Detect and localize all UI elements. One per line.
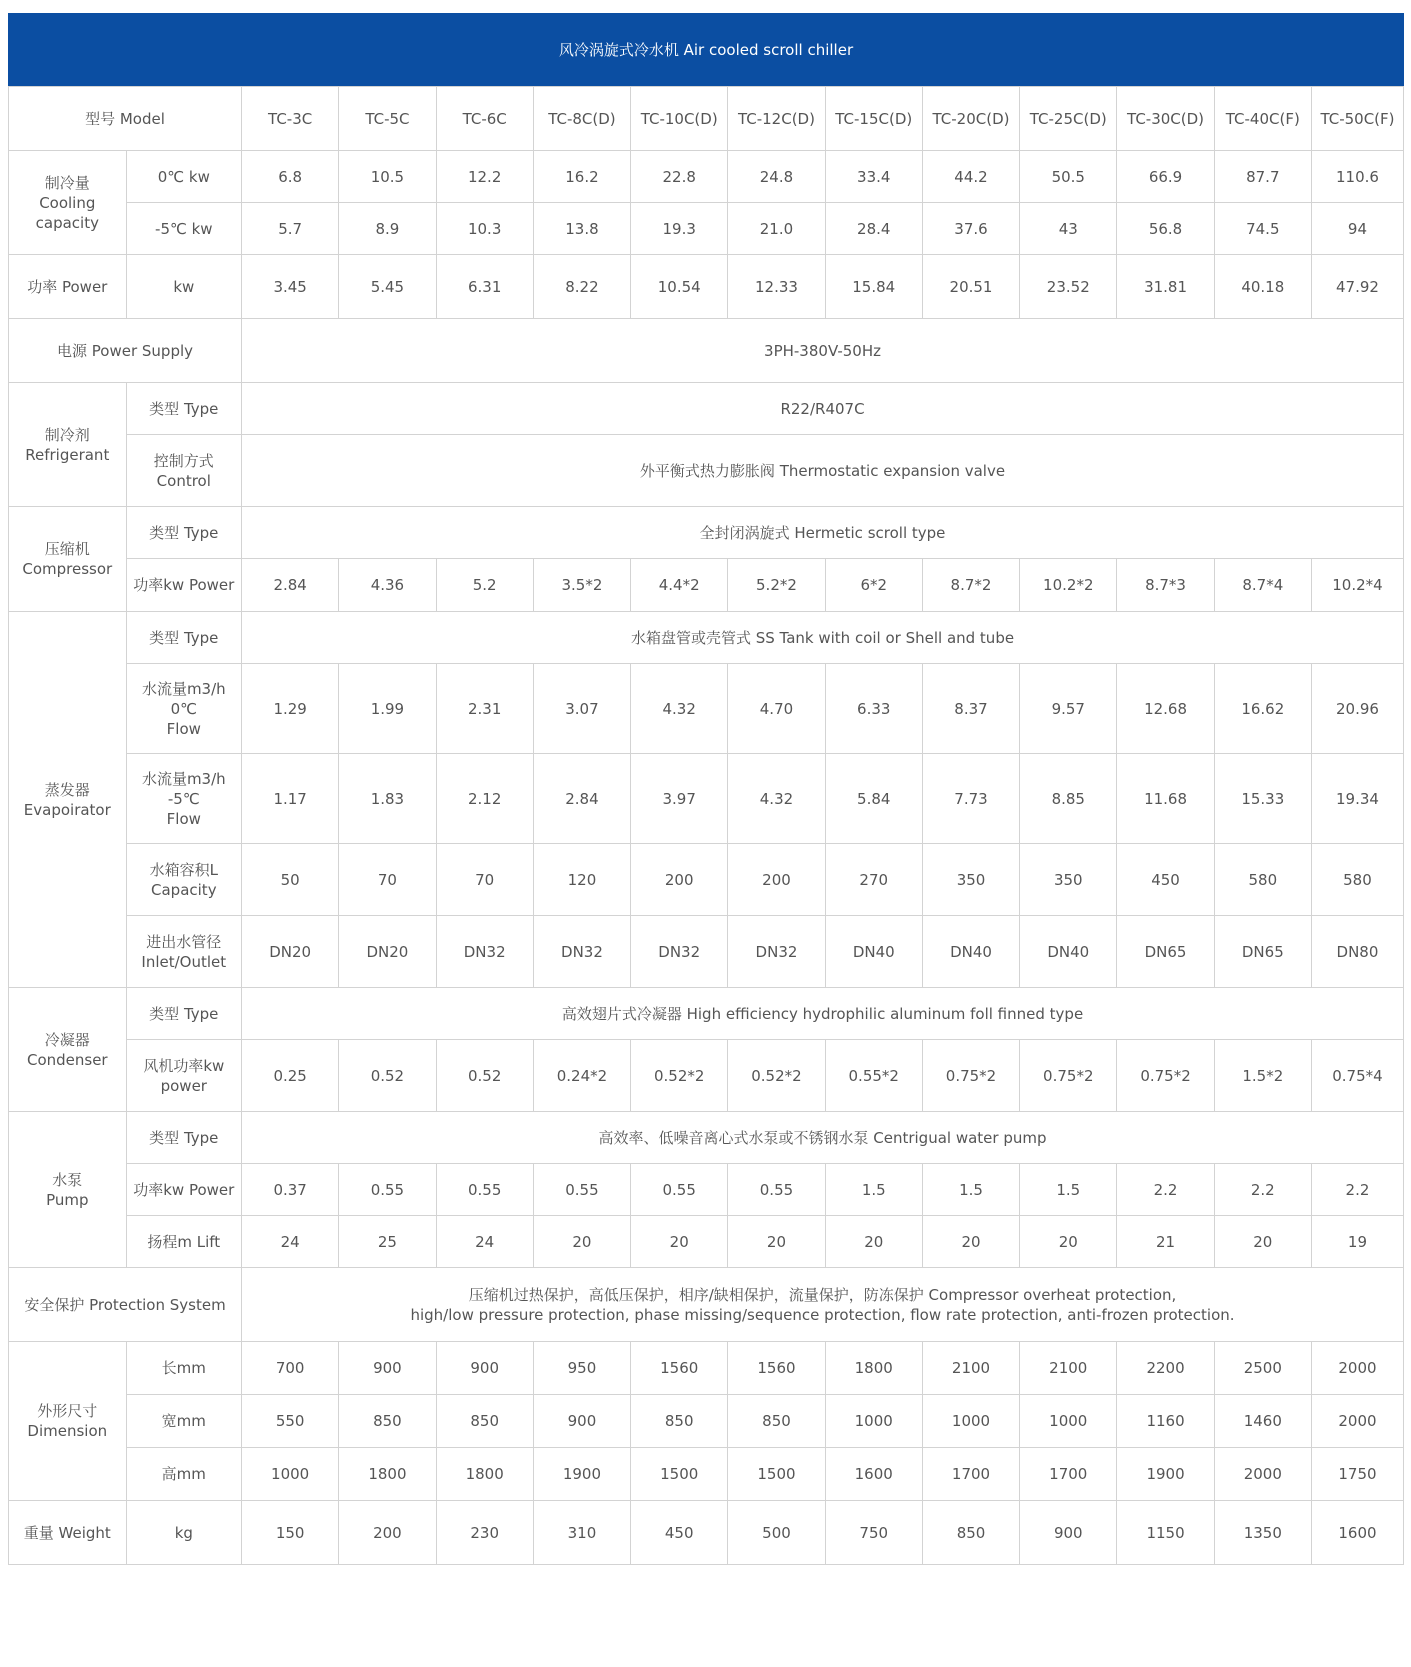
refrigerant-group-label-line: 制冷剂 (44, 425, 90, 444)
condenser-fan-cell: 0.75*2 (1117, 1040, 1214, 1112)
pump-group-label-line: Pump (46, 1190, 89, 1209)
evaporator-sub-label-line: Flow (166, 719, 201, 738)
evaporator-sub-label-line: Capacity (151, 880, 217, 899)
compressor-power-cell: 2.84 (242, 559, 339, 612)
protection-row (9, 1268, 1404, 1342)
evaporator-sub-label-line: 0℃ (170, 699, 197, 718)
evaporator-sub-label (126, 844, 241, 916)
evaporator-group-label-line: 蒸发器 (44, 780, 90, 799)
condenser-group-label-line: Condenser (26, 1050, 108, 1069)
evaporator-cell: 1.99 (339, 664, 436, 754)
evaporator-cell: 50 (242, 844, 339, 916)
dimension-sub-label: 高mm (126, 1448, 241, 1501)
compressor-group-label-line: 压缩机 (44, 540, 90, 558)
evaporator-cell: DN80 (1311, 916, 1403, 988)
pump-group-label (9, 1112, 127, 1268)
weight-cell: 310 (533, 1501, 630, 1565)
pump-power-cell: 0.37 (242, 1164, 339, 1216)
evaporator-cell: 19.34 (1311, 754, 1403, 844)
pump-type-label: 类型 Type (126, 1112, 241, 1164)
weight-label: 重量 Weight (9, 1501, 127, 1565)
pump-power-cell: 0.55 (728, 1164, 825, 1216)
refrigerant-group-label-line: Refrigerant (25, 445, 110, 464)
evaporator-type-label: 类型 Type (126, 612, 241, 664)
cooling-cell: 110.6 (1311, 151, 1403, 203)
evaporator-cell: 11.68 (1117, 754, 1214, 844)
evaporator-cell: 1.29 (242, 664, 339, 754)
condenser-fan-cell: 0.55*2 (825, 1040, 922, 1112)
evaporator-type-row (9, 612, 1404, 664)
refrigerant-type-label: 类型 Type (126, 383, 241, 435)
evaporator-cell: DN40 (1020, 916, 1117, 988)
evaporator-cell: 15.33 (1214, 754, 1311, 844)
dimension-sub-label: 长mm (126, 1342, 241, 1395)
dimension-cell: 1800 (339, 1448, 436, 1501)
evaporator-group-label (9, 612, 127, 988)
evaporator-cell: 450 (1117, 844, 1214, 916)
dimension-cell: 1500 (728, 1448, 825, 1501)
dimension-cell: 2000 (1311, 1342, 1403, 1395)
evaporator-cell: 7.73 (922, 754, 1019, 844)
condenser-fan-cell: 0.25 (242, 1040, 339, 1112)
pump-lift-cell: 20 (728, 1216, 825, 1268)
power-cell: 10.54 (631, 255, 728, 319)
power-supply-row (9, 319, 1404, 383)
power-cell: 40.18 (1214, 255, 1311, 319)
cooling-cell: 87.7 (1214, 151, 1311, 203)
dimension-cell: 1000 (242, 1448, 339, 1501)
power-supply-label: 电源 Power Supply (9, 319, 242, 383)
compressor-power-cell: 3.5*2 (533, 559, 630, 612)
dimension-row-1 (9, 1395, 1404, 1448)
weight-unit: kg (126, 1501, 241, 1565)
weight-cell: 1600 (1311, 1501, 1403, 1565)
power-cell: 8.22 (533, 255, 630, 319)
model-cell: TC-6C (436, 87, 533, 151)
condenser-group-label (9, 988, 127, 1112)
cooling-cell: 12.2 (436, 151, 533, 203)
dimension-cell: 850 (339, 1395, 436, 1448)
weight-cell: 450 (631, 1501, 728, 1565)
evaporator-sub-label-line: Flow (166, 809, 201, 828)
condenser-fan-label-line: 风机功率kw (143, 1056, 225, 1075)
evaporator-cell: DN65 (1117, 916, 1214, 988)
condenser-fan-cell: 0.52*2 (631, 1040, 728, 1112)
dimension-cell: 1750 (1311, 1448, 1403, 1501)
evaporator-cell: 580 (1214, 844, 1311, 916)
dimension-cell: 2200 (1117, 1342, 1214, 1395)
evaporator-cell: DN32 (533, 916, 630, 988)
evaporator-cell: 4.32 (728, 754, 825, 844)
weight-cell: 230 (436, 1501, 533, 1565)
compressor-group-label (9, 507, 127, 612)
evaporator-cell: 16.62 (1214, 664, 1311, 754)
cooling-cell: 8.9 (339, 203, 436, 255)
evaporator-cell: 5.84 (825, 754, 922, 844)
cooling-cell: 13.8 (533, 203, 630, 255)
cooling-group-label (9, 151, 127, 255)
protection-value-line: 压缩机过热保护，高低压保护，相序/缺相保护，流量保护，防冻保护 Compressor overheat protection, (468, 1285, 1177, 1304)
dimension-cell: 1000 (825, 1395, 922, 1448)
condenser-fan-cell: 0.52 (436, 1040, 533, 1112)
evaporator-cell: 270 (825, 844, 922, 916)
refrigerant-control-row (9, 435, 1404, 507)
dimension-cell: 550 (242, 1395, 339, 1448)
evaporator-cell: DN20 (339, 916, 436, 988)
refrigerant-control-label-line: Control (156, 471, 211, 490)
weight-cell: 1350 (1214, 1501, 1311, 1565)
evaporator-cell: 8.85 (1020, 754, 1117, 844)
power-cell: 23.52 (1020, 255, 1117, 319)
compressor-power-row (9, 559, 1404, 612)
pump-power-cell: 0.55 (339, 1164, 436, 1216)
evaporator-cell: 4.32 (631, 664, 728, 754)
power-unit: kw (126, 255, 241, 319)
dimension-cell: 1900 (1117, 1448, 1214, 1501)
evaporator-group-label-line: Evapoirator (23, 800, 111, 819)
power-label: 功率 Power (9, 255, 127, 319)
dimension-cell: 2000 (1311, 1395, 1403, 1448)
evaporator-cell: 120 (533, 844, 630, 916)
pump-power-cell: 1.5 (922, 1164, 1019, 1216)
cooling-cell: 6.8 (242, 151, 339, 203)
power-cell: 5.45 (339, 255, 436, 319)
cooling-cell: 5.7 (242, 203, 339, 255)
pump-lift-cell: 21 (1117, 1216, 1214, 1268)
weight-cell: 850 (922, 1501, 1019, 1565)
evaporator-cell: DN40 (825, 916, 922, 988)
cooling-cell: 66.9 (1117, 151, 1214, 203)
condenser-fan-cell: 0.24*2 (533, 1040, 630, 1112)
dimension-cell: 1160 (1117, 1395, 1214, 1448)
dimension-cell: 700 (242, 1342, 339, 1395)
pump-power-row (9, 1164, 1404, 1216)
cooling-cell: 43 (1020, 203, 1117, 255)
evaporator-cell: 2.84 (533, 754, 630, 844)
dimension-group-label-line: Dimension (27, 1422, 108, 1440)
protection-label: 安全保护 Protection System (9, 1268, 242, 1342)
dimension-group-label-line: 外形尺寸 (37, 1402, 98, 1420)
evaporator-sub-label-line: Inlet/Outlet (141, 952, 227, 971)
model-cell: TC-15C(D) (825, 87, 922, 151)
condenser-fan-label-line: power (160, 1076, 207, 1095)
evaporator-sub-label-line: 水箱容积L (149, 860, 218, 879)
model-cell: TC-3C (242, 87, 339, 151)
condenser-fan-cell: 1.5*2 (1214, 1040, 1311, 1112)
model-cell: TC-5C (339, 87, 436, 151)
pump-lift-cell: 24 (436, 1216, 533, 1268)
pump-type-row (9, 1112, 1404, 1164)
evaporator-sub-label-line: 水流量m3/h (141, 769, 226, 788)
pump-lift-cell: 20 (631, 1216, 728, 1268)
pump-lift-label: 扬程m Lift (126, 1216, 241, 1268)
cooling-cell: 56.8 (1117, 203, 1214, 255)
evaporator-cell: 200 (631, 844, 728, 916)
cooling-cell: 21.0 (728, 203, 825, 255)
dimension-cell: 2000 (1214, 1448, 1311, 1501)
cooling-cell: 28.4 (825, 203, 922, 255)
condenser-fan-cell: 0.75*4 (1311, 1040, 1403, 1112)
condenser-fan-row (9, 1040, 1404, 1112)
evaporator-cell: 4.70 (728, 664, 825, 754)
condenser-type-value: 高效翅片式冷凝器 High efficiency hydrophilic aluminum foll finned type (242, 988, 1404, 1040)
condenser-fan-cell: 0.75*2 (922, 1040, 1019, 1112)
compressor-power-cell: 5.2 (436, 559, 533, 612)
compressor-power-label: 功率kw Power (126, 559, 241, 612)
condenser-fan-cell: 0.52 (339, 1040, 436, 1112)
evaporator-cell: DN40 (922, 916, 1019, 988)
protection-value-line: high/low pressure protection, phase missing/sequence protection, flow rate protection, anti-frozen protection. (410, 1305, 1235, 1324)
evaporator-sub-label (126, 754, 241, 844)
compressor-type-label: 类型 Type (126, 507, 241, 559)
dimension-cell: 850 (728, 1395, 825, 1448)
power-cell: 47.92 (1311, 255, 1403, 319)
cooling-cell: 16.2 (533, 151, 630, 203)
compressor-power-cell: 8.7*2 (922, 559, 1019, 612)
evaporator-cell: 3.97 (631, 754, 728, 844)
pump-lift-cell: 20 (1020, 1216, 1117, 1268)
pump-power-cell: 1.5 (825, 1164, 922, 1216)
pump-lift-cell: 24 (242, 1216, 339, 1268)
table-title: 风冷涡旋式冷水机 Air cooled scroll chiller (8, 13, 1404, 86)
evaporator-cell: 20.96 (1311, 664, 1403, 754)
cooling-cell: 24.8 (728, 151, 825, 203)
refrigerant-control-label-line: 控制方式 (153, 451, 214, 470)
evaporator-cell: 3.07 (533, 664, 630, 754)
cooling-group-label-line: capacity (35, 213, 99, 232)
model-cell: TC-25C(D) (1020, 87, 1117, 151)
model-cell: TC-30C(D) (1117, 87, 1214, 151)
model-cell: TC-50C(F) (1311, 87, 1403, 151)
compressor-power-cell: 10.2*4 (1311, 559, 1403, 612)
power-row (9, 255, 1404, 319)
evaporator-cell: 70 (436, 844, 533, 916)
evaporator-cell: 350 (1020, 844, 1117, 916)
compressor-type-value: 全封闭涡旋式 Hermetic scroll type (242, 507, 1404, 559)
dimension-cell: 1600 (825, 1448, 922, 1501)
evaporator-type-value: 水箱盘管或壳管式 SS Tank with coil or Shell and tube (242, 612, 1404, 664)
dimension-cell: 950 (533, 1342, 630, 1395)
pump-lift-cell: 20 (1214, 1216, 1311, 1268)
evaporator-cell: 8.37 (922, 664, 1019, 754)
weight-cell: 500 (728, 1501, 825, 1565)
evaporator-cell: 6.33 (825, 664, 922, 754)
evaporator-cell: 200 (728, 844, 825, 916)
pump-lift-cell: 20 (825, 1216, 922, 1268)
evaporator-cell: DN20 (242, 916, 339, 988)
pump-lift-cell: 25 (339, 1216, 436, 1268)
cooling-cell: 44.2 (922, 151, 1019, 203)
pump-power-cell: 0.55 (436, 1164, 533, 1216)
evaporator-cell: 580 (1311, 844, 1403, 916)
pump-lift-row (9, 1216, 1404, 1268)
compressor-power-cell: 4.4*2 (631, 559, 728, 612)
cooling-cell: 10.5 (339, 151, 436, 203)
refrigerant-type-value: R22/R407C (242, 383, 1404, 435)
evaporator-cell: 2.31 (436, 664, 533, 754)
pump-power-cell: 0.55 (631, 1164, 728, 1216)
model-cell: TC-40C(F) (1214, 87, 1311, 151)
evaporator-sub-label (126, 664, 241, 754)
cooling-cell: 37.6 (922, 203, 1019, 255)
cooling-cell: 74.5 (1214, 203, 1311, 255)
evaporator-cell: 70 (339, 844, 436, 916)
model-cell: TC-20C(D) (922, 87, 1019, 151)
evaporator-cell: 1.17 (242, 754, 339, 844)
cooling-group-label-line: Cooling (39, 193, 96, 212)
pump-power-cell: 2.2 (1214, 1164, 1311, 1216)
pump-power-cell: 2.2 (1311, 1164, 1403, 1216)
evaporator-cell: 1.83 (339, 754, 436, 844)
dimension-cell: 1500 (631, 1448, 728, 1501)
model-cell: TC-8C(D) (533, 87, 630, 151)
pump-lift-cell: 20 (922, 1216, 1019, 1268)
cooling-row-0 (9, 151, 1404, 203)
pump-power-cell: 1.5 (1020, 1164, 1117, 1216)
weight-cell: 750 (825, 1501, 922, 1565)
condenser-type-label: 类型 Type (126, 988, 241, 1040)
weight-cell: 1150 (1117, 1501, 1214, 1565)
weight-cell: 900 (1020, 1501, 1117, 1565)
dimension-cell: 2100 (1020, 1342, 1117, 1395)
cooling-sub-label: -5℃ kw (126, 203, 241, 255)
power-cell: 31.81 (1117, 255, 1214, 319)
condenser-fan-cell: 0.52*2 (728, 1040, 825, 1112)
evaporator-sub-label-line: 进出水管径 (146, 932, 222, 951)
compressor-power-cell: 6*2 (825, 559, 922, 612)
cooling-cell: 50.5 (1020, 151, 1117, 203)
model-cell: TC-10C(D) (631, 87, 728, 151)
power-cell: 3.45 (242, 255, 339, 319)
evaporator-row-2 (9, 844, 1404, 916)
dimension-cell: 1700 (922, 1448, 1019, 1501)
condenser-fan-label (126, 1040, 241, 1112)
dimension-cell: 1700 (1020, 1448, 1117, 1501)
pump-type-value: 高效率、低噪音离心式水泵或不锈钢水泵 Centrigual water pump (242, 1112, 1404, 1164)
condenser-group-label-line: 冷凝器 (44, 1030, 90, 1049)
spec-sheet (8, 13, 1404, 1565)
pump-power-label: 功率kw Power (126, 1164, 241, 1216)
evaporator-sub-label-line: -5℃ (167, 789, 200, 808)
evaporator-row-0 (9, 664, 1404, 754)
cooling-cell: 22.8 (631, 151, 728, 203)
compressor-power-cell: 8.7*3 (1117, 559, 1214, 612)
model-cell: TC-12C(D) (728, 87, 825, 151)
evaporator-row-3 (9, 916, 1404, 988)
dimension-cell: 850 (631, 1395, 728, 1448)
spec-table (8, 86, 1404, 1565)
compressor-power-cell: 8.7*4 (1214, 559, 1311, 612)
dimension-sub-label: 宽mm (126, 1395, 241, 1448)
model-row (9, 87, 1404, 151)
evaporator-cell: DN32 (631, 916, 728, 988)
refrigerant-control-label (126, 435, 241, 507)
compressor-power-cell: 4.36 (339, 559, 436, 612)
dimension-cell: 1000 (1020, 1395, 1117, 1448)
dimension-cell: 1000 (922, 1395, 1019, 1448)
pump-lift-cell: 20 (533, 1216, 630, 1268)
pump-power-cell: 2.2 (1117, 1164, 1214, 1216)
evaporator-cell: 9.57 (1020, 664, 1117, 754)
dimension-cell: 1900 (533, 1448, 630, 1501)
compressor-power-cell: 10.2*2 (1020, 559, 1117, 612)
evaporator-row-1 (9, 754, 1404, 844)
power-cell: 20.51 (922, 255, 1019, 319)
pump-lift-cell: 19 (1311, 1216, 1403, 1268)
cooling-cell: 10.3 (436, 203, 533, 255)
dimension-row-0 (9, 1342, 1404, 1395)
cooling-row-1 (9, 203, 1404, 255)
refrigerant-type-row (9, 383, 1404, 435)
protection-value (242, 1268, 1404, 1342)
cooling-cell: 33.4 (825, 151, 922, 203)
compressor-group-label-line: Compressor (22, 560, 113, 578)
weight-row (9, 1501, 1404, 1565)
evaporator-cell: DN65 (1214, 916, 1311, 988)
power-cell: 12.33 (728, 255, 825, 319)
compressor-power-cell: 5.2*2 (728, 559, 825, 612)
dimension-cell: 1460 (1214, 1395, 1311, 1448)
dimension-cell: 900 (339, 1342, 436, 1395)
dimension-cell: 2100 (922, 1342, 1019, 1395)
model-label: 型号 Model (9, 87, 242, 151)
dimension-cell: 900 (436, 1342, 533, 1395)
evaporator-sub-label-line: 水流量m3/h (141, 679, 226, 698)
evaporator-cell: 2.12 (436, 754, 533, 844)
cooling-cell: 94 (1311, 203, 1403, 255)
evaporator-cell: 12.68 (1117, 664, 1214, 754)
evaporator-cell: 350 (922, 844, 1019, 916)
dimension-cell: 850 (436, 1395, 533, 1448)
refrigerant-group-label (9, 383, 127, 507)
dimension-cell: 1560 (631, 1342, 728, 1395)
pump-group-label-line: 水泵 (52, 1170, 83, 1189)
dimension-cell: 900 (533, 1395, 630, 1448)
cooling-group-label-line: 制冷量 (44, 173, 90, 192)
compressor-type-row (9, 507, 1404, 559)
weight-cell: 150 (242, 1501, 339, 1565)
dimension-row-2 (9, 1448, 1404, 1501)
condenser-fan-cell: 0.75*2 (1020, 1040, 1117, 1112)
cooling-sub-label: 0℃ kw (126, 151, 241, 203)
condenser-type-row (9, 988, 1404, 1040)
dimension-cell: 2500 (1214, 1342, 1311, 1395)
power-cell: 6.31 (436, 255, 533, 319)
pump-power-cell: 0.55 (533, 1164, 630, 1216)
power-supply-value: 3PH-380V-50Hz (242, 319, 1404, 383)
evaporator-cell: DN32 (728, 916, 825, 988)
dimension-group-label (9, 1342, 127, 1501)
cooling-cell: 19.3 (631, 203, 728, 255)
refrigerant-control-value: 外平衡式热力膨胀阀 Thermostatic expansion valve (242, 435, 1404, 507)
dimension-cell: 1800 (436, 1448, 533, 1501)
evaporator-sub-label (126, 916, 241, 988)
evaporator-cell: DN32 (436, 916, 533, 988)
weight-cell: 200 (339, 1501, 436, 1565)
dimension-cell: 1560 (728, 1342, 825, 1395)
power-cell: 15.84 (825, 255, 922, 319)
dimension-cell: 1800 (825, 1342, 922, 1395)
